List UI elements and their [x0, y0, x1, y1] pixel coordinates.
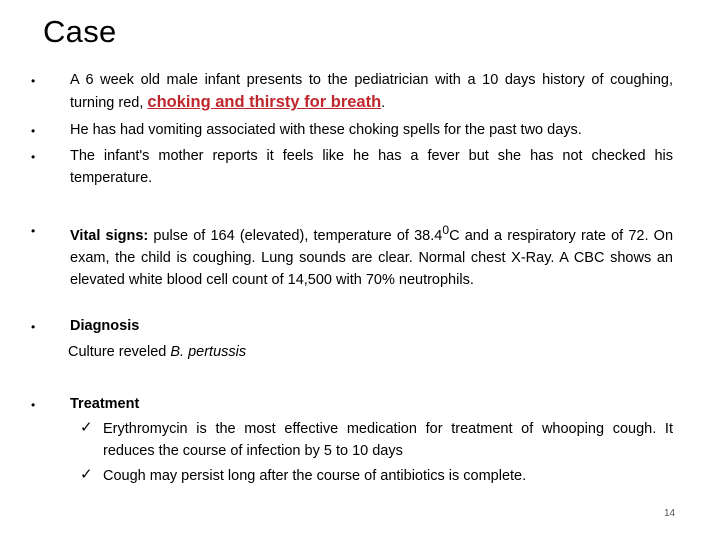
diagnosis-culture [68, 341, 671, 363]
checkmark-icon: ✓ [80, 419, 93, 436]
treatment-item: Cough may persist long after the course of antibiotics is complete. [103, 468, 527, 484]
presentation-highlight: choking and thirsty for breath [147, 93, 382, 111]
page-title: Case [43, 14, 117, 49]
culture-text: Culture reveled [68, 344, 171, 360]
vitals-text-continued: C and a respiratory rate of 72. On exam, the child is coughing. Lung sounds are clear. Normal chest X-Ray. A CBC shows an elevated white blood cell count of 14,500 with 70% neutrophils. [70, 227, 674, 288]
presentation-paragraph [70, 69, 673, 114]
bullet-marker: • [31, 74, 36, 88]
treatment-label: Treatment [70, 396, 140, 412]
organism-name: B. pertussis [170, 344, 247, 360]
treatment-item: Erythromycin is the most effective medication for treatment of whooping cough. It reduces the course of infection by 5 to 10 days [103, 421, 673, 459]
fever-paragraph: The infant's mother reports it feels like he has a fever but she has not checked his temperature. [70, 148, 673, 186]
degree-superscript: 0 [442, 223, 450, 237]
checkmark-icon: ✓ [80, 466, 93, 483]
presentation-intro-end: . [381, 95, 386, 111]
bullet-marker: • [31, 150, 36, 164]
diagnosis-label: Diagnosis [70, 318, 140, 334]
vitals-paragraph [70, 219, 673, 291]
bullet-marker: • [31, 398, 36, 412]
vitals-label: Vital signs: [70, 227, 149, 244]
bullet-marker: • [31, 224, 36, 238]
bullet-marker: • [31, 320, 36, 334]
vomiting-paragraph: He has had vomiting associated with these choking spells for the past two days. [70, 122, 582, 138]
bullet-marker: • [31, 124, 36, 138]
vitals-text: pulse of 164 (elevated), temperature of 38.4 [148, 227, 443, 244]
presentation-intro: A 6 week old male infant presents to the pediatrician with a 10 days history of coughing, turning red, [70, 72, 673, 111]
page-number: 14 [664, 508, 676, 519]
